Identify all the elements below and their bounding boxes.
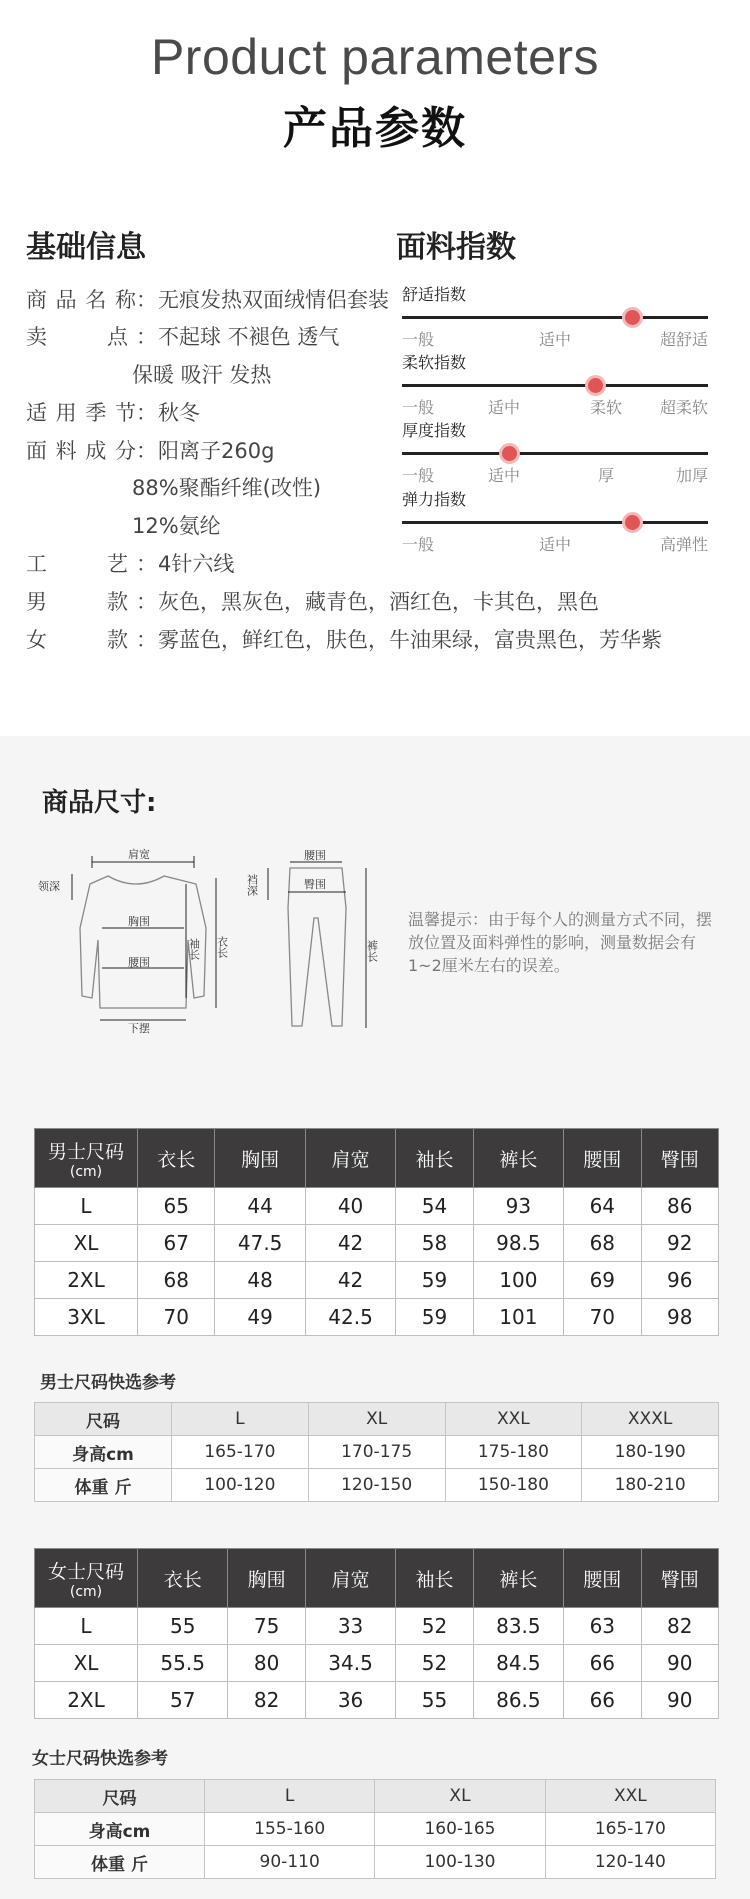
info-value: 4针六线 (158, 552, 235, 576)
men-quick-table (34, 1402, 719, 1502)
row-label: 身高cm (35, 1436, 172, 1469)
table-cell: 175-180 (445, 1436, 582, 1469)
table-cell: 93 (473, 1188, 563, 1225)
measurement-tip: 温馨提示：由于每个人的测量方式不同，摆放位置及面料弹性的影响，测量数据会有1~2厘米左右的误差。 (408, 910, 713, 975)
diagram-label: 胸围 (128, 915, 150, 928)
size-header-label: 男士尺码 (47, 1140, 124, 1163)
table-cell: 58 (396, 1225, 473, 1262)
table-cell: 70 (564, 1299, 641, 1336)
table-cell: 100-120 (172, 1469, 309, 1502)
info-row (26, 587, 726, 617)
table-cell: 160-165 (375, 1813, 545, 1846)
table-cell: XXL (445, 1403, 582, 1436)
table-cell: 52 (396, 1645, 473, 1682)
table-cell: 42 (305, 1262, 395, 1299)
column-header: 衣长 (138, 1549, 228, 1608)
table-cell: 84.5 (473, 1645, 563, 1682)
index-scale-label: 适中 (488, 398, 521, 417)
table-cell: 90 (641, 1645, 718, 1682)
table-header (35, 1129, 719, 1188)
info-label: 男款 (26, 590, 128, 614)
table-cell: 68 (138, 1262, 215, 1299)
table-cell: 44 (215, 1188, 305, 1225)
index-scale-label: 一般 (402, 466, 435, 485)
index-scale-label: 一般 (402, 535, 435, 554)
column-header: 袖长 (396, 1549, 473, 1608)
table-body (35, 1188, 719, 1336)
table-cell: 82 (641, 1608, 718, 1645)
table-cell: 42.5 (305, 1299, 395, 1336)
index-scale-label: 超柔软 (659, 398, 708, 417)
index-scale (402, 316, 708, 319)
table-cell: 92 (641, 1225, 718, 1262)
table-cell: 96 (641, 1262, 718, 1299)
table-cell: 55 (138, 1608, 228, 1645)
row-label: 体重 斤 (35, 1469, 172, 1502)
table-cell: XXL (545, 1780, 715, 1813)
basic-info-heading: 基础信息 (26, 230, 146, 265)
table-cell: 165-170 (172, 1436, 309, 1469)
diagram-label: 衣长 (215, 936, 229, 958)
table-cell: 70 (138, 1299, 215, 1336)
column-header: 袖长 (396, 1129, 473, 1188)
table-cell: 34.5 (305, 1645, 395, 1682)
index-level-marker (502, 446, 517, 461)
table-cell: 2XL (35, 1682, 138, 1719)
table-body (35, 1608, 719, 1719)
table-cell: 54 (396, 1188, 473, 1225)
table-cell: XL (35, 1645, 138, 1682)
table-cell: 100-130 (375, 1846, 545, 1879)
index-name: 舒适指数 (402, 285, 467, 304)
table-cell: 59 (396, 1299, 473, 1336)
table-row (35, 1436, 719, 1469)
info-label: 适用季节 (26, 401, 136, 425)
table-header (35, 1549, 719, 1608)
info-value: 阳离子260g (158, 439, 275, 463)
table-cell: 3XL (35, 1299, 138, 1336)
index-scale-label: 一般 (402, 398, 435, 417)
size-header-label: 女士尺码 (47, 1560, 124, 1583)
fabric-index (402, 420, 708, 487)
info-value: 秋冬 (158, 401, 200, 425)
info-colon: ： (136, 590, 157, 614)
men-size-table (34, 1128, 719, 1336)
column-header: 臀围 (641, 1549, 718, 1608)
table-cell: 36 (305, 1682, 395, 1719)
table-row (35, 1299, 719, 1336)
info-colon: ： (136, 628, 157, 652)
table-cell: XL (308, 1403, 445, 1436)
index-scale-label: 加厚 (675, 466, 708, 485)
table-cell: 57 (138, 1682, 228, 1719)
index-scale-label: 厚 (598, 466, 615, 485)
info-label: 工艺 (26, 552, 128, 576)
table-cell: 86 (641, 1188, 718, 1225)
diagram-label: 领深 (38, 880, 60, 893)
table-cell: XL (35, 1225, 138, 1262)
index-level-marker (625, 515, 640, 530)
title-english: Product parameters (150, 29, 600, 85)
table-row (35, 1403, 719, 1436)
diagram-label: 臀围 (304, 878, 326, 891)
diagram-label: 腰围 (304, 849, 326, 862)
column-header: 衣长 (138, 1129, 215, 1188)
index-scale (402, 521, 708, 524)
fabric-index (402, 352, 708, 419)
table-cell: 64 (564, 1188, 641, 1225)
info-colon: ： (136, 401, 157, 425)
index-level-marker (625, 310, 640, 325)
table-cell: 69 (564, 1262, 641, 1299)
index-scale (402, 452, 708, 455)
diagram-pants-labels (246, 849, 379, 963)
table-cell: 33 (305, 1608, 395, 1645)
column-header: 裤长 (473, 1129, 563, 1188)
table-cell: 100 (473, 1262, 563, 1299)
table-row (35, 1188, 719, 1225)
size-diagram (36, 848, 381, 1038)
column-header: 腰围 (564, 1549, 641, 1608)
table-cell: 47.5 (215, 1225, 305, 1262)
diagram-label: 裆深 (245, 874, 259, 896)
info-value-continued: 12%氨纶 (132, 514, 221, 538)
table-cell: L (205, 1780, 375, 1813)
info-value: 雾蓝色，鲜红色，肤色，牛油果绿，富贵黑色，芳华紫 (158, 628, 662, 652)
women-size-table (34, 1548, 719, 1719)
table-cell: 55.5 (138, 1645, 228, 1682)
fabric-index-heading: 面料指数 (396, 230, 516, 265)
index-scale-label: 高弹性 (659, 535, 708, 554)
table-row (35, 1813, 716, 1846)
fabric-index (402, 284, 708, 351)
info-colon: ： (136, 439, 157, 463)
table-cell: 65 (138, 1188, 215, 1225)
table-cell: 120-150 (308, 1469, 445, 1502)
table-row (35, 1645, 719, 1682)
table-cell: 155-160 (205, 1813, 375, 1846)
table-cell: XXXL (582, 1403, 719, 1436)
info-value-continued: 88%聚酯纤维(改性) (132, 476, 322, 500)
table-cell: 98 (641, 1299, 718, 1336)
diagram-label: 下摆 (128, 1022, 150, 1035)
fabric-index (402, 489, 708, 556)
table-cell: 75 (228, 1608, 305, 1645)
column-header: 腰围 (564, 1129, 641, 1188)
table-cell: 170-175 (308, 1436, 445, 1469)
table-cell: 98.5 (473, 1225, 563, 1262)
title-chinese: 产品参数 (283, 103, 467, 154)
table-cell: 59 (396, 1262, 473, 1299)
table-cell: 55 (396, 1682, 473, 1719)
size-section-heading: 商品尺寸: (42, 788, 157, 818)
info-colon: ： (136, 288, 157, 312)
index-scale-labels (402, 395, 708, 419)
index-scale-label: 适中 (488, 466, 521, 485)
index-name: 弹力指数 (402, 490, 467, 509)
index-scale-labels (402, 327, 708, 351)
index-scale-labels (402, 463, 708, 487)
index-scale (402, 384, 708, 387)
index-level-marker (588, 378, 603, 393)
table-cell: 80 (228, 1645, 305, 1682)
index-scale-label: 柔软 (590, 398, 623, 417)
index-name: 厚度指数 (402, 421, 467, 440)
column-header: 臀围 (641, 1129, 718, 1188)
info-label: 商品名称 (26, 288, 136, 312)
table-row (35, 1262, 719, 1299)
info-label: 卖点 (26, 325, 128, 349)
men-quick-caption: 男士尺码快选参考 (40, 1373, 176, 1393)
info-colon: ： (136, 552, 157, 576)
diagram-label: 裤长 (365, 940, 379, 962)
table-cell: 67 (138, 1225, 215, 1262)
table-cell: 180-210 (582, 1469, 719, 1502)
diagram-top-labels (38, 848, 229, 1035)
diagram-label: 腰围 (128, 956, 150, 969)
table-cell: 66 (564, 1645, 641, 1682)
table-cell: 83.5 (473, 1608, 563, 1645)
column-header: 裤长 (473, 1549, 563, 1608)
info-value: 不起球 不褪色 透气 (158, 325, 340, 349)
table-cell: 48 (215, 1262, 305, 1299)
info-value: 灰色，黑灰色，藏青色，酒红色，卡其色，黑色 (158, 590, 599, 614)
table-cell: 180-190 (582, 1436, 719, 1469)
table-cell: 63 (564, 1608, 641, 1645)
column-header: 胸围 (215, 1129, 305, 1188)
index-name: 柔软指数 (402, 353, 467, 372)
size-header-cell (35, 1129, 138, 1188)
info-row (26, 625, 726, 655)
diagram-label: 肩宽 (128, 848, 150, 861)
table-cell: 42 (305, 1225, 395, 1262)
table-cell: L (35, 1188, 138, 1225)
table-cell: 49 (215, 1299, 305, 1336)
row-label: 体重 斤 (35, 1846, 205, 1879)
index-scale-label: 适中 (539, 330, 572, 349)
table-row (35, 1608, 719, 1645)
column-header: 胸围 (228, 1549, 305, 1608)
index-scale-label: 适中 (539, 535, 572, 554)
info-value: 无痕发热双面绒情侣套装 (158, 288, 389, 312)
table-cell: 120-140 (545, 1846, 715, 1879)
column-header: 肩宽 (305, 1129, 395, 1188)
row-label: 尺码 (35, 1403, 172, 1436)
table-cell: 40 (305, 1188, 395, 1225)
info-label: 女款 (26, 628, 128, 652)
table-row (35, 1225, 719, 1262)
women-quick-caption: 女士尺码快选参考 (32, 1749, 168, 1769)
table-cell: L (35, 1608, 138, 1645)
index-scale-label: 一般 (402, 330, 435, 349)
table-cell: 86.5 (473, 1682, 563, 1719)
table-row (35, 1682, 719, 1719)
table-cell: 66 (564, 1682, 641, 1719)
women-quick-table (34, 1779, 716, 1879)
header-row (35, 1549, 719, 1608)
column-header: 肩宽 (305, 1549, 395, 1608)
table-cell: 150-180 (445, 1469, 582, 1502)
table-row (35, 1846, 716, 1879)
table-cell: 101 (473, 1299, 563, 1336)
table-row (35, 1469, 719, 1502)
table-cell: 90 (641, 1682, 718, 1719)
table-cell: XL (375, 1780, 545, 1813)
table-cell: 90-110 (205, 1846, 375, 1879)
row-label: 尺码 (35, 1780, 205, 1813)
index-scale-labels (402, 532, 708, 556)
size-header-unit: (cm) (69, 1163, 103, 1180)
info-label: 面料成分 (26, 439, 136, 463)
table-cell: 68 (564, 1225, 641, 1262)
table-cell: L (172, 1403, 309, 1436)
size-header-unit: (cm) (69, 1583, 103, 1600)
index-scale-label: 超舒适 (659, 330, 708, 349)
table-cell: 2XL (35, 1262, 138, 1299)
size-header-cell (35, 1549, 138, 1608)
table-cell: 82 (228, 1682, 305, 1719)
table-cell: 52 (396, 1608, 473, 1645)
info-value-continued: 保暖 吸汗 发热 (132, 363, 272, 387)
table-row (35, 1780, 716, 1813)
diagram-label: 袖长 (187, 938, 201, 960)
info-colon: ： (136, 325, 157, 349)
header-row (35, 1129, 719, 1188)
row-label: 身高cm (35, 1813, 205, 1846)
table-cell: 165-170 (545, 1813, 715, 1846)
